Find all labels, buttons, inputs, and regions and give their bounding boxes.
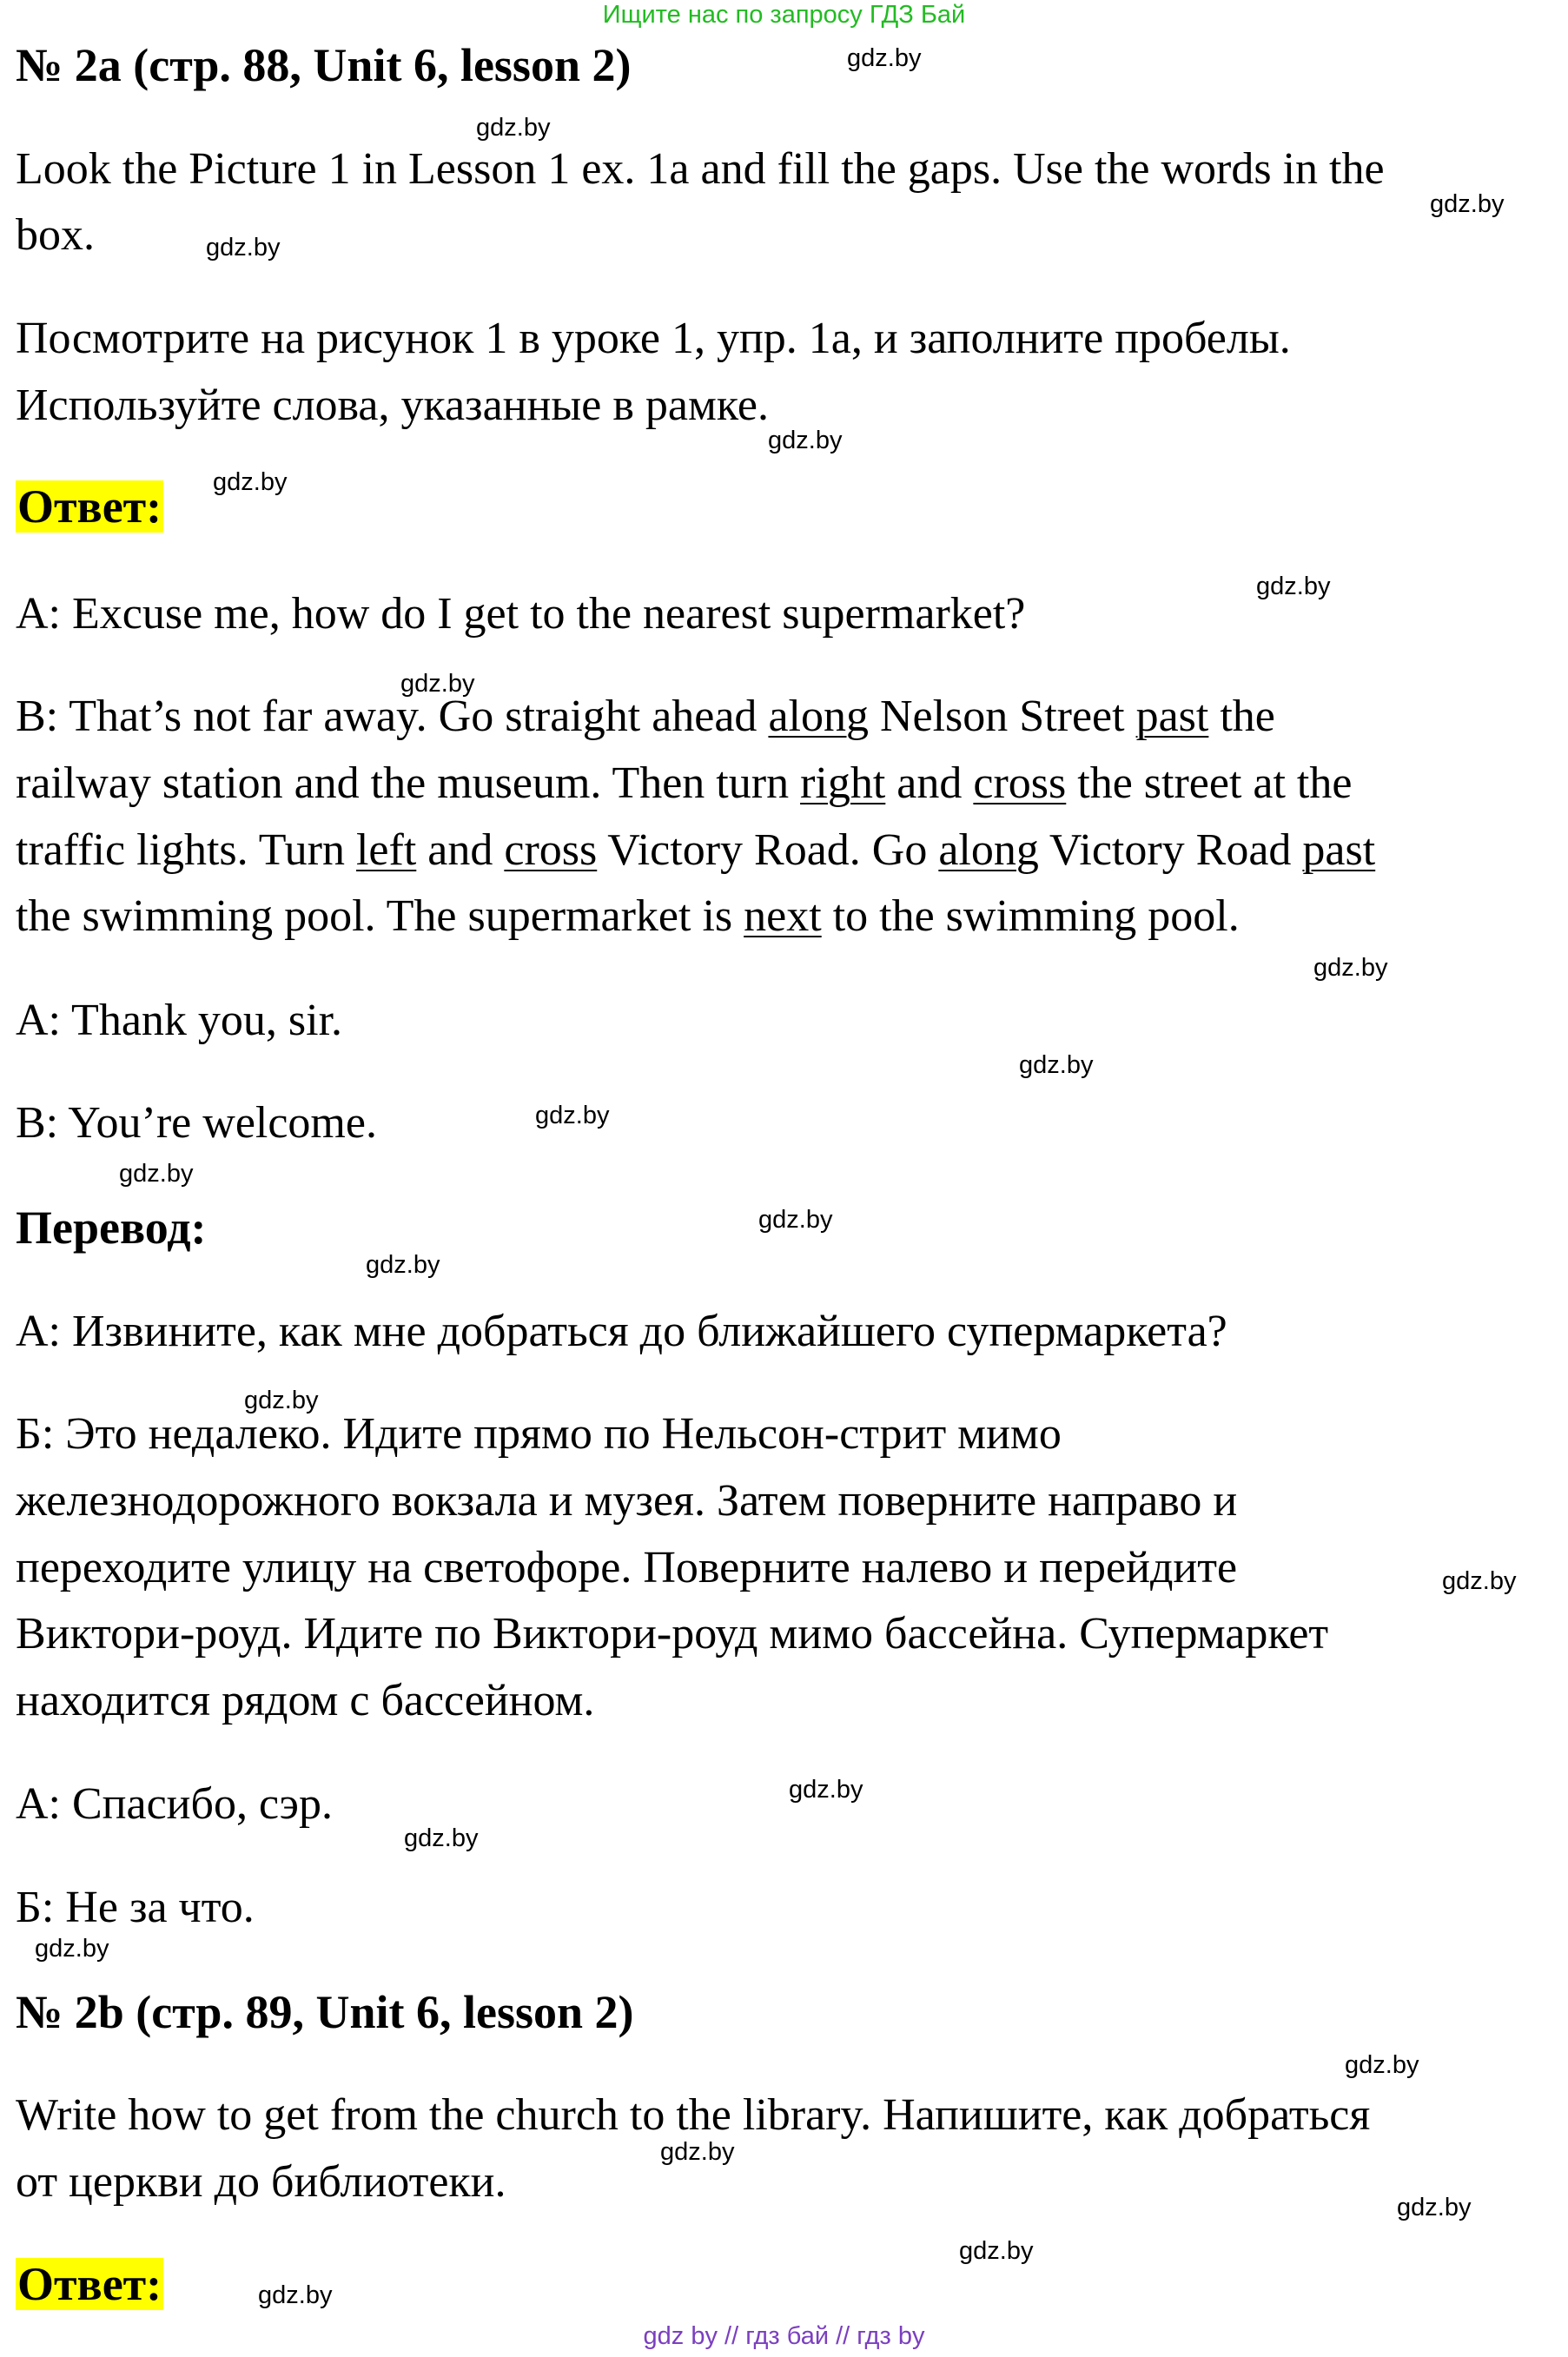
watermark: gdz.by [244,1387,319,1414]
watermark: gdz.by [1256,573,1331,600]
dialog-b1-line-2 [16,750,1352,817]
watermark: gdz.by [660,2138,735,2166]
dialog-b2: B: You’re welcome. [16,1098,377,1148]
dialog-b1-line-4 [16,883,1240,950]
b1-l3-text: and [416,825,505,875]
watermark: gdz.by [1397,2194,1472,2221]
watermark: gdz.by [206,234,281,262]
translation-b1-line-3: переходите улицу на светофоре. Поверните налево и перейдите [16,1543,1238,1592]
b1-l1-text: B: That’s not far away. Go straight ahead [16,692,769,741]
answer-label-2b [16,2255,163,2325]
gap-along: along [768,692,869,741]
translation-label: Перевод: [16,1202,207,1254]
gap-cross: cross [504,825,598,875]
translation-b1-line-5: находится рядом с бассейном. [16,1676,595,1725]
translation-b1-line-2: железнодорожного вокзала и музея. Затем поверните направо и [16,1476,1238,1526]
task-en-line-2: box. [16,210,95,260]
task-2b-line-1: Write how to get from the church to the library. Напишите, как добраться [16,2090,1371,2140]
b1-l2-text: and [885,758,974,808]
watermark: gdz.by [213,468,288,496]
exercise-2a-heading: № 2a (стр. 88, Unit 6, lesson 2) [16,39,632,91]
answer-label-2b-text: Ответ: [17,2258,162,2310]
footer-links[interactable]: gdz by // гдз бай // гдз by [643,2322,925,2350]
watermark: gdz.by [1345,2051,1419,2079]
watermark: gdz.by [400,670,475,698]
task-en-line-1: Look the Picture 1 in Lesson 1 ex. 1a and fill the gaps. Use the words in the [16,144,1385,194]
gap-past: past [1135,692,1209,741]
watermark: gdz.by [1313,954,1388,982]
translation-b1-line-4: Виктори-роуд. Идите по Виктори-роуд мимо бассейна. Супермаркет [16,1609,1329,1659]
watermark: gdz.by [35,1935,109,1963]
watermark: gdz.by [1019,1051,1094,1079]
task-ru-line-2: Используйте слова, указанные в рамке. [16,381,769,430]
watermark: gdz.by [847,44,922,72]
translation-b1-line-1: Б: Это недалеко. Идите прямо по Нельсон-стрит мимо [16,1409,1062,1459]
dialog-a2: A: Thank you, sir. [16,996,343,1045]
b1-l2-text: the street at the [1066,758,1353,808]
task-ru-line-1: Посмотрите на рисунок 1 в уроке 1, упр. 1a, и заполните пробелы. [16,314,1291,363]
task-2b-line-2: от церкви до библиотеки. [16,2157,506,2207]
b1-l3-text: Victory Road [1038,825,1303,875]
translation-a2: А: Спасибо, сэр. [16,1779,333,1829]
watermark: gdz.by [789,1776,863,1804]
top-banner[interactable]: Ищите нас по запросу ГДЗ Бай [602,1,966,29]
gap-cross: cross [973,758,1067,808]
answer-label-2a [16,478,163,547]
gap-along: along [938,825,1039,875]
watermark: gdz.by [1442,1567,1517,1595]
translation-a1: А: Извините, как мне добраться до ближайшего супермаркета? [16,1307,1227,1356]
dialog-b1-line-1 [16,683,1275,750]
watermark: gdz.by [258,2281,333,2309]
gap-past: past [1302,825,1376,875]
b1-l1-text: the [1208,692,1275,741]
b1-l4-text: to the swimming pool. [821,891,1240,941]
dialog-b1-line-3 [16,817,1375,884]
b1-l2-text: railway station and the museum. Then turn [16,758,801,808]
watermark: gdz.by [366,1251,440,1279]
watermark: gdz.by [476,114,551,142]
watermark: gdz.by [959,2237,1034,2265]
gap-right: right [800,758,886,808]
watermark: gdz.by [768,427,843,454]
answer-label-2a-text: Ответ: [17,480,162,533]
watermark: gdz.by [535,1102,610,1129]
dialog-a1: A: Excuse me, how do I get to the nearest supermarket? [16,589,1026,639]
watermark: gdz.by [119,1160,194,1188]
watermark: gdz.by [1430,190,1505,218]
watermark: gdz.by [404,1824,479,1852]
exercise-2b-heading: № 2b (стр. 89, Unit 6, lesson 2) [16,1986,634,2038]
b1-l3-text: traffic lights. Turn [16,825,356,875]
b1-l3-text: Victory Road. Go [597,825,939,875]
translation-b2: Б: Не за что. [16,1883,255,1932]
gap-left: left [355,825,417,875]
b1-l1-text: Nelson Street [868,692,1136,741]
watermark: gdz.by [758,1206,833,1234]
b1-l4-text: the swimming pool. The supermarket is [16,891,744,941]
gap-next: next [744,891,822,941]
